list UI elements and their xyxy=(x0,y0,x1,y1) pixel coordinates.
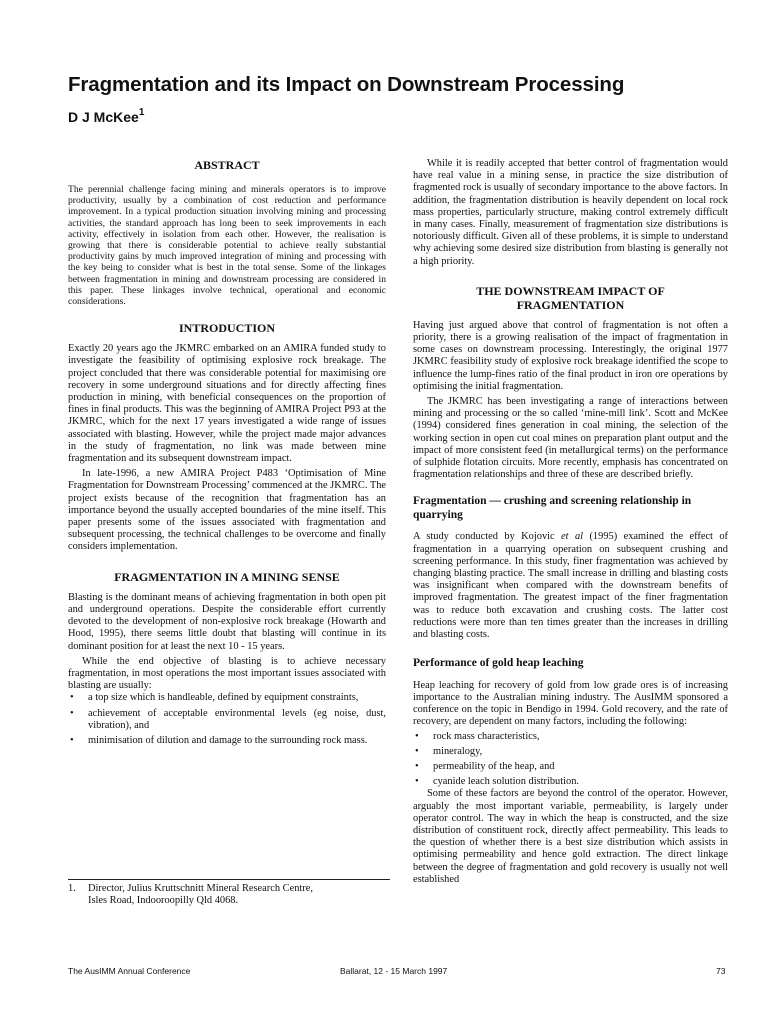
author-line xyxy=(68,108,144,126)
quarrying-text-start: A study conducted by Kojovic xyxy=(413,531,562,543)
mining-sense-heading: FRAGMENTATION IN A MINING SENSE xyxy=(114,569,340,584)
abstract-heading: ABSTRACT xyxy=(194,158,260,172)
list-item: • minimisation of dilution and damage to the surrounding rock mass. xyxy=(68,735,386,747)
right-column xyxy=(413,158,728,886)
list-item: • cyanide leach solution distribution. xyxy=(413,776,728,788)
footnote-number: 1. xyxy=(68,883,76,894)
quarrying-subheading: Fragmentation — crushing and screening relationship in quarrying xyxy=(413,495,692,521)
right-paragraph-1: While it is readily accepted that better control of fragmentation would have real value in a mining sense, in practice the size distribution of fragmented rock is usually of secondary importance to the above factors. In addition, the fragmentation distribution is heavily dependent on local rock mass properties, particularly structure, making control extremely difficult in many cases. Finally, measurement of fragmentation size distributions is notoriously difficult. Given all of these problems, it is simple to understand why achieving some desired size distribution from blasting is generally not a high priority. xyxy=(413,158,728,267)
page-number: 73 xyxy=(716,966,726,976)
quarrying-text-etal: et al xyxy=(561,531,584,543)
paper-title: Fragmentation and its Impact on Downstream Processing xyxy=(68,73,625,96)
list-item: • permeability of the heap, and xyxy=(413,761,728,773)
author-footnote-marker: 1 xyxy=(138,107,145,119)
intro-paragraph-1: Exactly 20 years ago the JKMRC embarked on an AMIRA funded study to investigate the feasibility of optimising explosive rock breakage. The project concluded that there was considerable potential for maximising ore recovery in some underground situations and for directly affecting fines production in mining, with beneficial consequences on the proportion of fines in final products. This was the beginning of AMIRA Project P93 at the JKMRC, which for the next 17 years investigated a wide range of issues associated with blasting. However, while the project made major advances in the study of fragmentation, no link was made between mine fragmentation and its subsequent downstream impact. xyxy=(68,343,386,465)
blasting-issues-list xyxy=(68,692,386,747)
footnote-line-1: Director, Julius Kruttschnitt Mineral Research Centre, xyxy=(88,883,313,894)
list-item: • achievement of acceptable environmental levels (eg noise, dust, vibration), and xyxy=(68,708,386,732)
left-column xyxy=(68,158,386,747)
quarrying-text-rest: (1995) examined the effect of fragmentation in a quarrying operation on subsequent crushing and screening performance. In this study, finer fragmentation was achieved by changing blasting practice. The small increase in drilling and blasting costs was insignificant when compared with the downstream benefits of improved fragmentation. The greatest impact of the finer fragmentation was to reduce both excavation and crushing costs. The latter cost reductions were more than ten times greater than the increases in drilling and blasting costs. xyxy=(413,531,729,641)
footnote-line-2: Isles Road, Indooroopilly Qld 4068. xyxy=(88,895,239,907)
footer-location-date: Ballarat, 12 - 15 March 1997 xyxy=(340,966,448,976)
footnote-divider xyxy=(68,879,390,880)
mining-paragraph-2: While the end objective of blasting is to achieve necessary fragmentation, in most operations the most important issues associated with blasting are usually: xyxy=(68,655,386,692)
gold-heap-leaching-subheading: Performance of gold heap leaching xyxy=(413,657,584,670)
quarrying-paragraph xyxy=(413,531,728,641)
downstream-paragraph-2: The JKMRC has been investigating a range of interactions between mining and processing or the so called ‘mine-mill link’. Scott and McKee (1994) considered fines generation in coal mining, the selection of the working section in open cut coal mines on preparation plant output and the impact of more consistent feed (in metallurgical terms) on the performance of sulphide flotation circuits. More recently, emphasis has concentrated on fragmentation relationships and three of these are described briefly. xyxy=(413,396,728,481)
gold-paragraph-2: Some of these factors are beyond the control of the operator. However, arguably the most important variable, permeability, is largely under operator control. The way in which the heap is constructed, and the size distribution of constituent rock, directly affect permeability. This leads to the question of whether there is a best size distribution which assists in optimising permeability and hence gold extraction. The direct linkage between the degree of fragmentation and gold recovery is usually not well established xyxy=(413,788,728,885)
recovery-factors-list xyxy=(413,731,728,789)
downstream-impact-heading: THE DOWNSTREAM IMPACT OF FRAGMENTATION xyxy=(476,283,665,312)
mining-paragraph-1: Blasting is the dominant means of achieving fragmentation in both open pit and underground operations. Despite the considerable effort currently devoted to the development of non-explosive rock breakage (Howarth and Hood, 1995), there seems little doubt that blasting will continue in its dominant position for at least the next 10 - 15 years. xyxy=(68,591,386,652)
abstract-text: The perennial challenge facing mining and minerals operators is to improve productivity, usually by a combination of cost reduction and performance improvement. In a typical production situation involving mining and processing activities, the standard approach has long been to seek improvements in each activity, effectively in isolation from each other. However, the realisation is growing that there is considerable potential to achieve really substantial productivity gains by much improved integration of mining and processing with the key being to consider what is best in the total sense. Some of the linkages between fragmentation in mining and downstream processing are considered in this paper. These linkages involve technical, operational and economic considerations. xyxy=(68,184,386,308)
list-item: • mineralogy, xyxy=(413,746,728,758)
author-footnote xyxy=(68,883,386,907)
downstream-paragraph-1: Having just argued above that control of fragmentation is not often a priority, there is a growing realisation of the impact of fragmentation in some cases on downstream processing. Interestingly, the original 1977 JKMRC feasibility study of explosive rock breakage identified the scope to influence the lump-fines ratio of the final product in iron ore operations by optimising the initial fragmentation. xyxy=(413,319,728,392)
list-item: • rock mass characteristics, xyxy=(413,731,728,743)
footer-conference: The AusIMM Annual Conference xyxy=(68,966,191,976)
intro-paragraph-2: In late-1996, a new AMIRA Project P483 ‘Optimisation of Mine Fragmentation for Downstream Processing’ commenced at the JKMRC. The project exists because of the recognition that fragmentation has an importance beyond the usually accepted boundaries of the mine itself. This paper presents some of the issues associated with fragmentation and subsequent processing, the technical challenges to be overcome and finally considers implementation. xyxy=(68,468,386,553)
introduction-heading: INTRODUCTION xyxy=(178,321,275,336)
author-name: D J McKee xyxy=(68,109,139,125)
list-item: • a top size which is handleable, defined by equipment constraints, xyxy=(68,692,386,704)
gold-paragraph-1: Heap leaching for recovery of gold from low grade ores is of increasing importance to the Australian mining industry. The AusIMM sponsored a conference on the topic in Bendigo in 1994. Gold recovery, and the rate of recovery, are dependent on many factors, including the following: xyxy=(413,679,728,728)
